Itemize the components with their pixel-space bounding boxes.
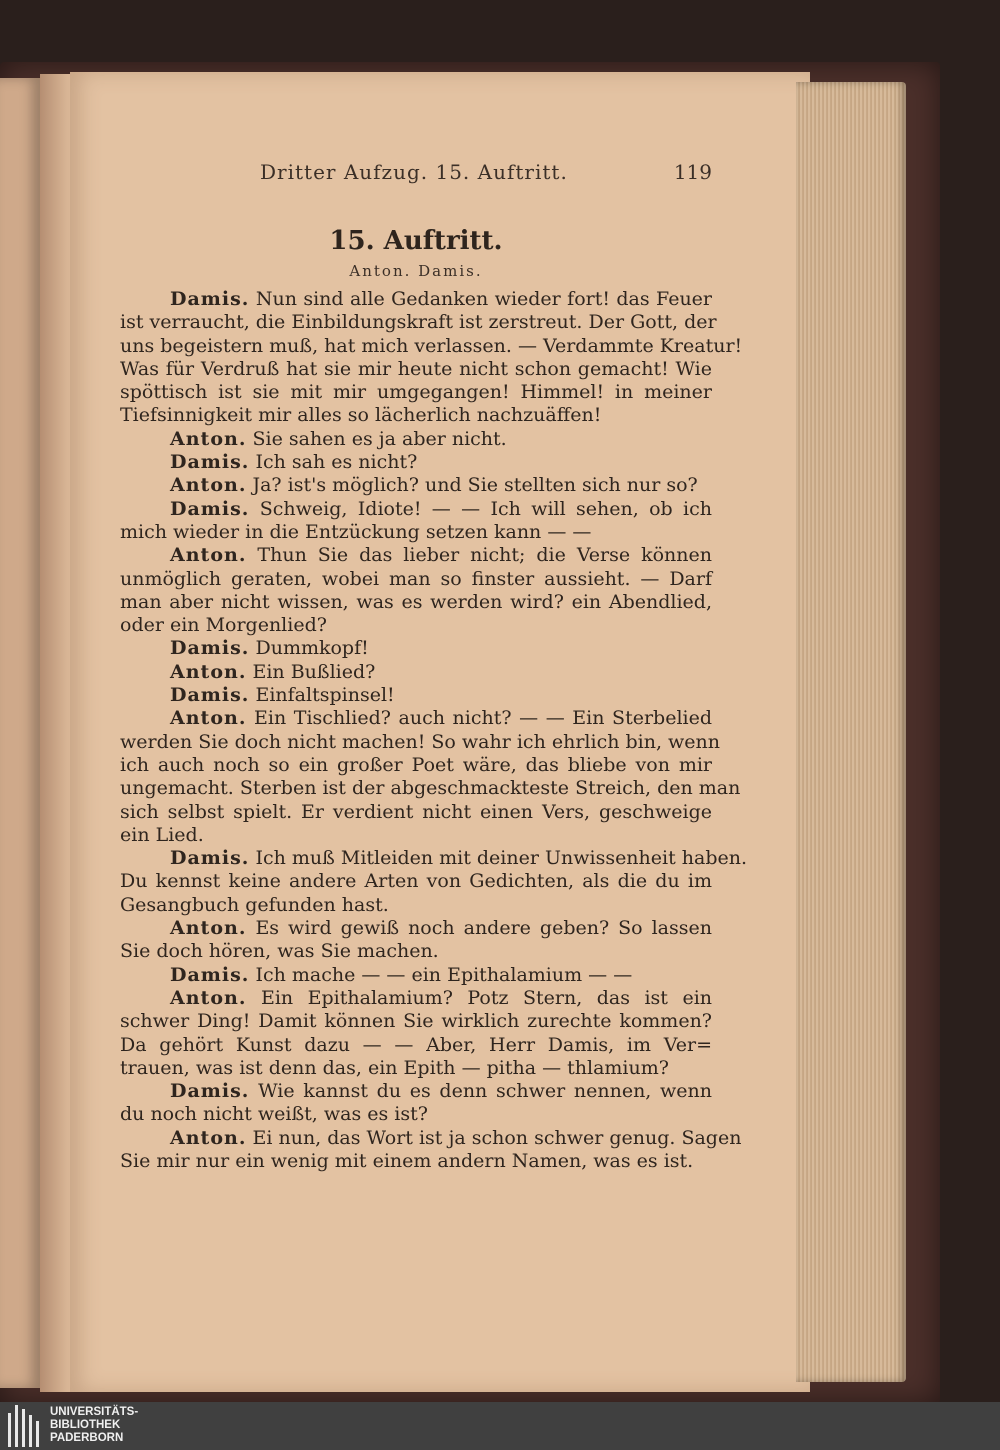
text-line — [120, 870, 712, 893]
text-line — [120, 940, 712, 963]
library-name-line: UNIVERSITÄTS- — [50, 1406, 139, 1418]
text-line — [120, 288, 712, 311]
text-line — [120, 1126, 742, 1150]
line-text: man aber nicht wissen, was es werden wird? ein Abendlied, — [120, 590, 712, 613]
speaker-name: Anton. — [170, 986, 247, 1009]
page-text — [120, 288, 748, 1173]
text-line — [120, 637, 712, 660]
library-name-line: BIBLIOTHEK — [50, 1419, 121, 1431]
text-line — [120, 730, 721, 754]
line-text: uns begeistern muß, hat mich verlassen. — Verdammte Kreatur! — [120, 334, 743, 357]
line-text: Sie mir nur ein wenig mit einem andern Namen, was es ist. — [120, 1149, 694, 1172]
line-text: ist verraucht, die Einbildungskraft ist zerstreut. Der Gott, der — [120, 311, 717, 334]
line-text: schwer Ding! Damit können Sie wirklich zurechte kommen? — [120, 1010, 712, 1033]
text-line — [120, 498, 712, 521]
text-line — [120, 964, 712, 987]
speaker-name: Damis. — [170, 847, 250, 870]
text-line — [120, 1103, 712, 1126]
speaker-name: Damis. — [170, 288, 250, 310]
line-text: Gesangbuch gefunden hast. — [120, 893, 389, 916]
line-text: Dummkopf! — [255, 637, 369, 660]
line-text: Ich mache — — ein Epithalamium — — — [255, 963, 633, 986]
text-line — [120, 474, 712, 497]
line-text: mich wieder in die Entzückung setzen kann — — — [120, 520, 592, 543]
line-text: sich selbst spielt. Er verdient nicht einen Vers, geschweige — [120, 800, 712, 823]
text-line — [120, 1034, 712, 1057]
text-line — [120, 521, 712, 544]
line-text: ein Lied. — [120, 823, 204, 846]
line-text: Nun sind alle Gedanken wieder fort! das Feuer — [255, 288, 713, 310]
text-line — [120, 358, 712, 381]
text-line — [120, 777, 741, 800]
speaker-name: Damis. — [170, 684, 250, 707]
line-text: Ein Epithalamium? Potz Stern, das ist ein — [260, 986, 713, 1009]
text-line — [120, 428, 712, 451]
speaker-name: Damis. — [170, 1080, 250, 1103]
speaker-name: Anton. — [170, 707, 247, 730]
text-line — [120, 311, 717, 334]
page-edges — [796, 82, 906, 1382]
line-text: spöttisch ist sie mit mir umgegangen! Himmel! in meiner — [120, 381, 712, 404]
line-text: Ich sah es nicht? — [255, 451, 418, 474]
line-text: Es wird gewiß noch andere geben? So lassen — [255, 917, 712, 940]
text-line — [120, 1080, 712, 1103]
speaker-name: Anton. — [170, 1126, 247, 1149]
line-text: werden Sie doch nicht machen! So wahr ich ehrlich bin, wenn — [120, 730, 721, 753]
speaker-name: Anton. — [170, 660, 247, 683]
text-line — [120, 404, 712, 427]
text-line — [120, 451, 712, 474]
text-line — [120, 591, 712, 614]
library-name-line: PADERBORN — [50, 1432, 124, 1444]
library-name — [50, 1406, 138, 1445]
line-text: ich auch noch so ein großer Poet wäre, das bliebe von mir — [120, 753, 712, 776]
line-text: Ein Bußlied? — [252, 660, 376, 683]
speaker-name: Damis. — [170, 451, 250, 474]
line-text: Sie sahen es ja aber nicht. — [252, 427, 507, 450]
text-line — [120, 1057, 712, 1080]
speaker-name: Damis. — [170, 637, 250, 660]
running-title: Dritter Aufzug. 15. Auftritt. — [260, 160, 568, 184]
text-line — [120, 987, 712, 1010]
line-text: trauen, was ist denn das, ein Epith — pitha — thlamium? — [120, 1056, 669, 1079]
library-logo-icon — [8, 1405, 42, 1447]
text-line — [120, 381, 712, 404]
text-line — [120, 754, 712, 777]
line-text: Schweig, Idiote! — — Ich will sehen, ob ich — [259, 497, 712, 520]
text-line — [120, 684, 712, 707]
line-text: Ei nun, das Wort ist ja schon schwer genug. Sagen — [252, 1126, 742, 1149]
page-number: 119 — [673, 160, 712, 184]
speaker-name: Damis. — [170, 497, 250, 520]
speaker-name: Anton. — [170, 917, 247, 940]
line-text: Einfaltspinsel! — [255, 684, 395, 707]
text-line — [120, 894, 712, 917]
line-text: Ja? ist's möglich? und Sie stellten sich nur so? — [252, 474, 698, 497]
speaker-name: Anton. — [170, 474, 247, 497]
line-text: Du kennst keine andere Arten von Gedichten, als die du im — [120, 870, 712, 893]
line-text: oder ein Morgenlied? — [120, 614, 327, 637]
text-line — [120, 1010, 712, 1033]
line-text: Da gehört Kunst dazu — — Aber, Herr Damis, im Ver= — [120, 1033, 712, 1056]
line-text: du noch nicht weißt, was es ist? — [120, 1103, 428, 1126]
text-line — [120, 707, 712, 730]
line-text: unmöglich geraten, wobei man so finster aussieht. — Darf — [120, 567, 712, 590]
speaker-name: Damis. — [170, 963, 250, 986]
line-text: Wie kannst du es denn schwer nennen, wenn — [258, 1080, 712, 1103]
scene-title: 15. Auftritt. — [329, 226, 503, 256]
text-line — [120, 544, 712, 567]
line-text: Tiefsinnigkeit mir alles so lächerlich nachzuäffen! — [120, 404, 602, 427]
left-page-edge — [0, 78, 40, 1388]
speaker-name: Anton. — [170, 544, 247, 567]
text-line — [120, 661, 712, 684]
line-text: ungemacht. Sterben ist der abgeschmackteste Streich, den man — [120, 777, 741, 800]
text-line — [120, 614, 712, 637]
line-text: Ich muß Mitleiden mit deiner Unwissenheit haben. — [255, 847, 748, 870]
line-text: Thun Sie das lieber nicht; die Verse können — [257, 544, 712, 567]
text-line — [120, 801, 712, 824]
line-text: Ein Tischlied? auch nicht? — — Ein Sterbelied — [254, 707, 712, 730]
speaker-name: Anton. — [170, 427, 247, 450]
line-text: Sie doch hören, was Sie machen. — [120, 940, 439, 963]
text-line — [120, 824, 712, 847]
text-line — [120, 1150, 712, 1173]
text-line — [120, 917, 712, 940]
line-text: Was für Verdruß hat sie mir heute nicht schon gemacht! Wie — [120, 357, 712, 380]
text-line — [120, 334, 743, 358]
text-line — [120, 847, 748, 870]
text-line — [120, 568, 712, 591]
library-footer — [0, 1402, 1000, 1450]
scene-characters: Anton. Damis. — [349, 262, 483, 280]
